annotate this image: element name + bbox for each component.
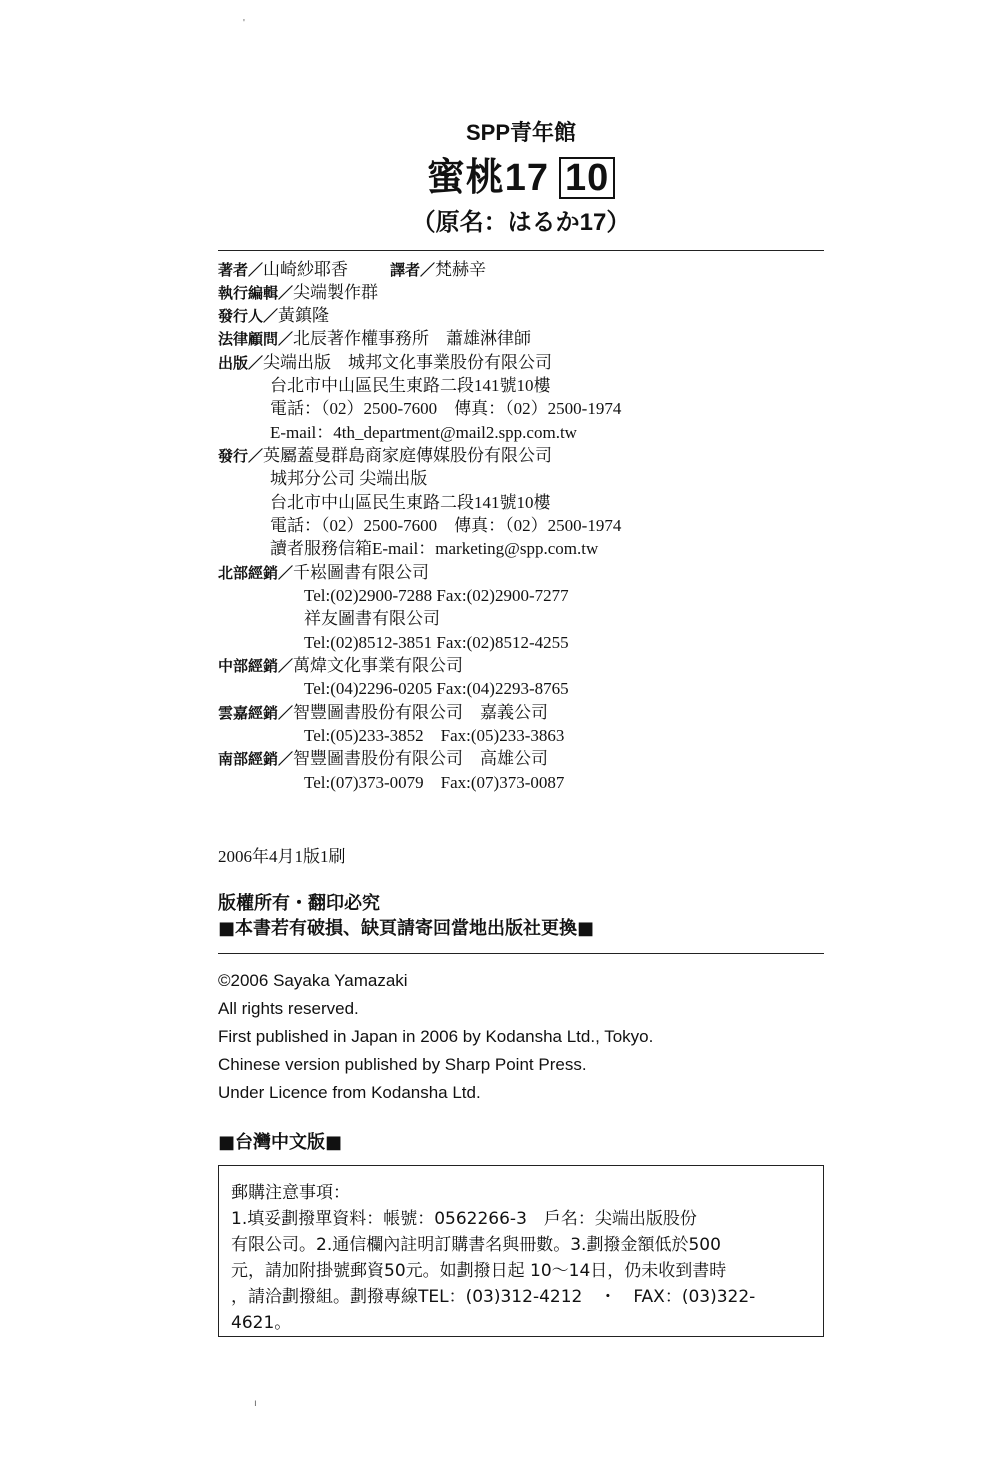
taiwan-edition-label: ■台灣中文版■ (218, 1132, 343, 1153)
editor-label: 執行編輯／ (218, 284, 294, 302)
central-contact: Tel:(04)2296-0205 Fax:(04)2293-8765 (304, 679, 569, 698)
imprint-email: E-mail：4th_department@mail2.spp.com.tw (270, 423, 577, 442)
mail-order-line-2: 有限公司。2.通信欄內註明訂購書名與冊數。3.劃撥金額低於500 (231, 1235, 721, 1255)
book-title (218, 146, 824, 201)
rights-line: 版權所有・翻印必究 (218, 893, 380, 914)
original-title: （原名：はるか17） (411, 209, 631, 236)
edition-line: 2006年4月1版1刷 (218, 847, 346, 866)
north-contact-2: Tel:(02)8512-3851 Fax:(02)8512-4255 (304, 633, 569, 652)
distributor-label: 發行／ (218, 447, 264, 465)
chinese-version-line: Chinese version published by Sharp Point Press. (218, 1055, 587, 1074)
north-company-2: 祥友圖書有限公司 (304, 609, 440, 628)
distributor-address: 台北市中山區民生東路二段141號10樓 (270, 493, 551, 512)
legal-label: 法律顧問／ (218, 330, 294, 348)
distributor-email: 讀者服務信箱E-mail：marketing@spp.com.tw (270, 539, 599, 558)
credit-line-north (218, 562, 429, 584)
imprint-address: 台北市中山區民生東路二段141號10樓 (270, 376, 551, 395)
yunjia-contact: Tel:(05)233-3852 Fax:(05)233-3863 (304, 726, 565, 745)
credit-line-editor (218, 282, 378, 304)
credit-line-author (218, 259, 486, 281)
series-label: SPP青年館 (465, 120, 577, 145)
publisher-person-label: 發行人／ (218, 307, 279, 325)
author-label: 著者／ (218, 261, 264, 279)
north-contact-1: Tel:(02)2900-7288 Fax:(02)2900-7277 (304, 586, 569, 605)
mail-order-line-5: 4621。 (231, 1313, 292, 1333)
credit-line-legal (218, 328, 531, 350)
editor-value: 尖端製作群 (293, 283, 379, 302)
central-label: 中部經銷／ (218, 657, 294, 675)
mail-order-line-1: 1.填妥劃撥單資料：帳號：0562266-3 戶名：尖端出版股份 (231, 1209, 697, 1229)
north-value: 千崧圖書有限公司 (293, 563, 430, 582)
credit-line-south (218, 748, 548, 770)
legal-value: 北辰著作權事務所 蕭雄淋律師 (293, 329, 532, 348)
north-label: 北部經銷／ (218, 564, 294, 582)
south-label: 南部經銷／ (218, 750, 294, 768)
mail-order-title: 郵購注意事項： (231, 1183, 350, 1203)
central-value: 萬煒文化事業有限公司 (293, 656, 464, 675)
yunjia-value: 智豐圖書股份有限公司 嘉義公司 (293, 703, 549, 722)
volume-number: 10 (559, 157, 615, 199)
translator-value: 梵赫辛 (435, 260, 487, 279)
rights-reserved-line: All rights reserved. (218, 999, 359, 1018)
imprint-value: 尖端出版 城邦文化事業股份有限公司 (263, 353, 553, 372)
credit-line-imprint (218, 352, 552, 374)
copyright-line: ©2006 Sayaka Yamazaki (218, 971, 408, 990)
author-value: 山崎紗耶香 (263, 260, 349, 279)
mail-order-line-3: 元，請加附掛號郵資50元。如劃撥日起 10～14日，仍未收到書時 (231, 1261, 727, 1281)
distributor-branch: 城邦分公司 尖端出版 (270, 469, 428, 488)
scan-speck-top: ' (243, 18, 245, 29)
translator-label: 譯者／ (390, 261, 436, 279)
credit-line-distributor (218, 445, 552, 467)
scan-speck-bottom: ı (254, 1398, 257, 1409)
licence-line: Under Licence from Kodansha Ltd. (218, 1083, 481, 1102)
credit-line-publisher (218, 305, 329, 327)
credit-line-yunjia (218, 702, 548, 724)
publisher-person-value: 黃鎮隆 (278, 306, 330, 325)
title-text: 蜜桃17 (426, 157, 549, 199)
distributor-phone: 電話：（02）2500-7600 傳真：（02）2500-1974 (270, 516, 622, 535)
mail-order-line-4: ，請洽劃撥組。劃撥專線TEL：(03)312-4212 ・ FAX：(03)322- (231, 1287, 756, 1307)
distributor-value: 英屬蓋曼群島商家庭傳媒股份有限公司 (263, 446, 553, 465)
south-value: 智豐圖書股份有限公司 高雄公司 (293, 749, 549, 768)
first-published-line: First published in Japan in 2006 by Kodansha Ltd., Tokyo. (218, 1027, 654, 1046)
divider-top (218, 250, 824, 251)
credit-line-central (218, 655, 463, 677)
divider-middle (218, 953, 824, 954)
replace-notice: ■本書若有破損、缺頁請寄回當地出版社更換■ (218, 918, 595, 939)
mail-order-notice-box (218, 1165, 824, 1337)
imprint-phone: 電話：（02）2500-7600 傳真：（02）2500-1974 (270, 399, 622, 418)
south-contact: Tel:(07)373-0079 Fax:(07)373-0087 (304, 773, 565, 792)
imprint-label: 出版／ (218, 354, 264, 372)
yunjia-label: 雲嘉經銷／ (218, 704, 294, 722)
